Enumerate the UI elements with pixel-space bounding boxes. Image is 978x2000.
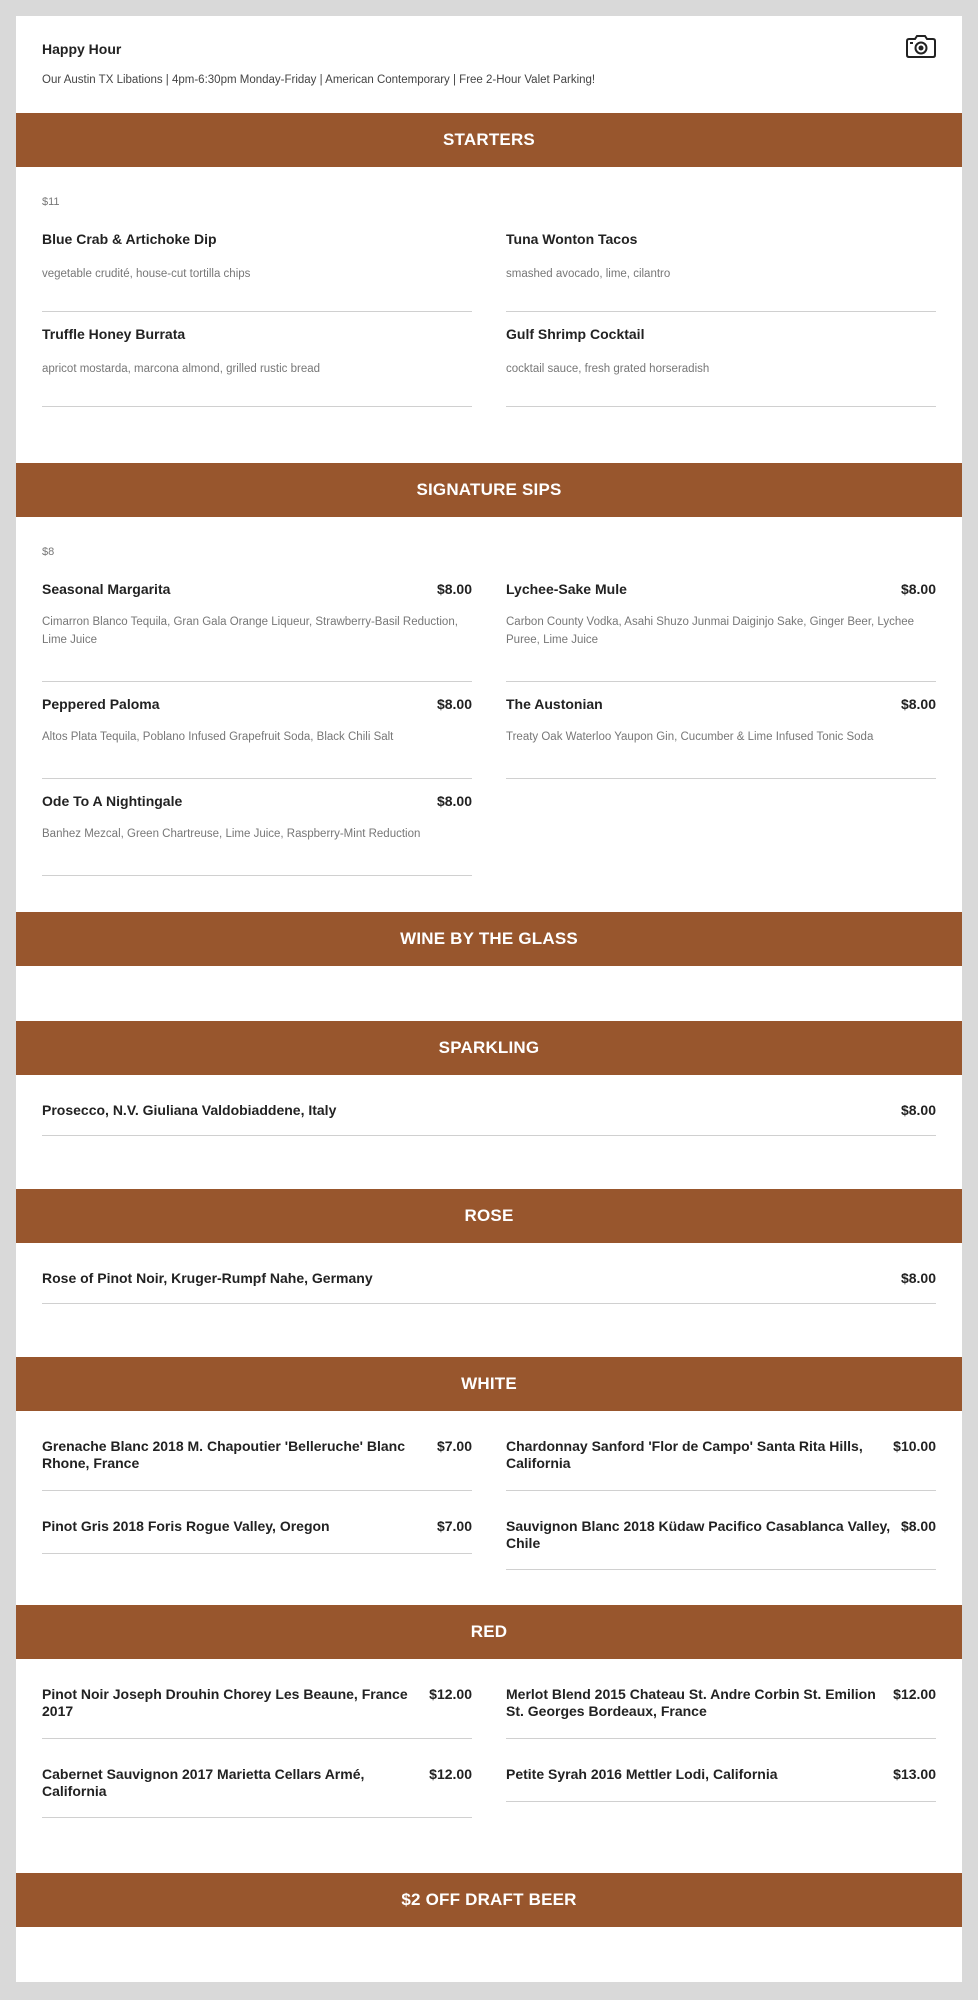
section-header-red: RED [16,1605,962,1659]
menu-item[interactable] [506,1739,936,1802]
item-name: Chardonnay Sanford 'Flor de Campo' Santa Rita Hills, California [506,1438,863,1471]
item-name: Ode To A Nightingale [42,793,183,809]
item-name: The Austonian [506,696,603,712]
item-description: apricot mostarda, marcona almond, grilled rustic bread [42,363,321,375]
menu-item[interactable] [42,1411,472,1491]
item-name: Grenache Blanc 2018 M. Chapoutier 'Belleruche' Blanc Rhone, France [42,1438,406,1471]
menu-item[interactable] [42,1659,472,1739]
item-price: $12.00 [429,1686,472,1702]
item-name: Prosecco, N.V. Giuliana Valdobiaddene, Italy [42,1102,337,1118]
item-name: Rose of Pinot Noir, Kruger-Rumpf Nahe, Germany [42,1270,373,1286]
menu-item[interactable] [506,217,936,312]
section-header-wine-by-the-glass: WINE BY THE GLASS [16,912,962,966]
item-description: Banhez Mezcal, Green Chartreuse, Lime Juice, Raspberry-Mint Reduction [42,828,421,840]
signature-sips-section [16,517,962,912]
item-price: $8.00 [436,696,472,712]
item-description: smashed avocado, lime, cilantro [506,268,671,280]
section-header-white: WHITE [16,1357,962,1411]
menu-item[interactable] [42,682,472,779]
item-name: Cabernet Sauvignon 2017 Marietta Cellars Armé, California [42,1766,365,1799]
item-price: $8.00 [900,1518,936,1534]
item-name: Gulf Shrimp Cocktail [506,326,645,342]
item-description: Altos Plata Tequila, Poblano Infused Grapefruit Soda, Black Chili Salt [42,731,394,743]
rose-section [16,1243,962,1357]
item-name: Pinot Noir Joseph Drouhin Chorey Les Beaune, France 2017 [42,1686,408,1719]
item-price: $8.00 [900,1270,936,1286]
sparkling-section [16,1075,962,1189]
item-name: Lychee-Sake Mule [506,581,627,597]
item-name: Truffle Honey Burrata [42,326,186,342]
item-name: Sauvignon Blanc 2018 Küdaw Pacifico Casablanca Valley, Chile [506,1518,891,1551]
item-description: vegetable crudité, house-cut tortilla chips [42,268,251,280]
sips-price-note: $8 [42,546,55,558]
menu-item[interactable] [42,1739,472,1818]
item-description: cocktail sauce, fresh grated horseradish [506,363,710,375]
wine-spacer [16,966,962,1021]
section-header-rose: ROSE [16,1189,962,1243]
menu-header [16,16,962,113]
menu-item[interactable] [42,1075,936,1136]
camera-icon[interactable] [906,34,936,58]
item-name: Blue Crab & Artichoke Dip [42,231,217,247]
item-price: $13.00 [893,1766,936,1782]
section-header-draft-beer: $2 OFF DRAFT BEER [16,1873,962,1927]
menu-item[interactable] [506,682,936,779]
item-price: $8.00 [436,581,472,597]
item-description: Carbon County Vodka, Asahi Shuzo Junmai Daiginjo Sake, Ginger Beer, Lychee Puree, Lime Juice [506,616,915,646]
menu-item[interactable] [42,779,472,876]
starters-grid [42,217,936,407]
item-price: $7.00 [436,1518,472,1534]
menu-item[interactable] [42,312,472,407]
item-price: $8.00 [900,581,936,597]
item-description: Treaty Oak Waterloo Yaupon Gin, Cucumber & Lime Infused Tonic Soda [506,731,874,743]
menu-item[interactable] [42,1491,472,1554]
white-grid [42,1411,936,1570]
item-description: Cimarron Blanco Tequila, Gran Gala Orange Liqueur, Strawberry-Basil Reduction, Lime Juice [42,616,458,646]
red-grid [42,1659,936,1818]
section-header-starters: STARTERS [16,113,962,167]
menu-item[interactable] [506,1411,936,1491]
item-name: Merlot Blend 2015 Chateau St. Andre Corbin St. Emilion St. Georges Bordeaux, France [506,1686,876,1719]
section-header-signature-sips: SIGNATURE SIPS [16,463,962,517]
item-price: $8.00 [900,696,936,712]
item-price: $8.00 [900,1102,936,1118]
item-price: $12.00 [429,1766,472,1782]
item-price: $12.00 [893,1686,936,1702]
menu-item[interactable] [506,312,936,407]
menu-item[interactable] [506,1491,936,1570]
menu-item[interactable] [42,217,472,312]
sips-grid [42,567,936,876]
item-name: Peppered Paloma [42,696,160,712]
menu-item[interactable] [506,1659,936,1739]
item-price: $10.00 [893,1438,936,1454]
starters-section [16,167,962,463]
red-section [16,1659,962,1873]
item-name: Pinot Gris 2018 Foris Rogue Valley, Oregon [42,1518,330,1534]
starters-price-note: $11 [42,196,60,208]
item-price: $8.00 [436,793,472,809]
menu-item[interactable] [42,567,472,682]
section-header-sparkling: SPARKLING [16,1021,962,1075]
item-name: Seasonal Margarita [42,581,171,597]
item-name: Tuna Wonton Tacos [506,231,638,247]
item-name: Petite Syrah 2016 Mettler Lodi, California [506,1766,778,1782]
menu-subtitle: Our Austin TX Libations | 4pm-6:30pm Monday-Friday | American Contemporary | Free 2-Hour Valet Parking! [42,74,596,86]
item-price: $7.00 [436,1438,472,1454]
menu-page [16,16,962,1982]
menu-title: Happy Hour [42,41,122,57]
white-section [16,1411,962,1605]
menu-item[interactable] [506,567,936,682]
menu-item[interactable] [42,1243,936,1304]
